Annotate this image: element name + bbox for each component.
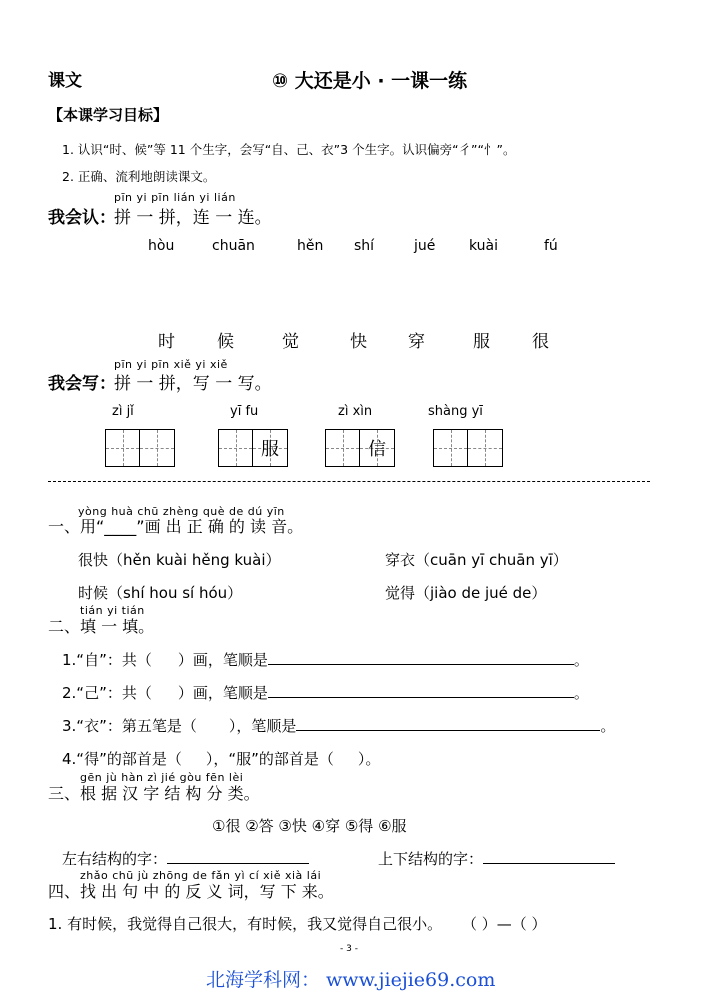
box-pinyin: zì jǐ bbox=[112, 404, 134, 419]
answer-blank[interactable] bbox=[483, 849, 615, 864]
q1-title: 一、用“____”画 出 正 确 的 读 音。 bbox=[48, 517, 304, 536]
pinyin-annotation: zhǎo chū jù zhōng de fǎn yì cí xiě xià lái bbox=[80, 869, 322, 882]
left-right-row bbox=[62, 848, 309, 869]
answer-blank[interactable] bbox=[152, 684, 178, 698]
q2-title: 二、填 一 填。 bbox=[48, 617, 155, 636]
box-pinyin: yī fu bbox=[230, 404, 259, 419]
answer-blank[interactable] bbox=[268, 650, 574, 665]
answer-blank[interactable] bbox=[296, 716, 600, 731]
fill-text: 。 bbox=[573, 651, 589, 669]
answer-blank[interactable] bbox=[167, 849, 309, 864]
write-text: 拼 一 拼，写 一 写。 bbox=[114, 374, 272, 394]
recognize-text: 拼 一 拼，连 一 连。 bbox=[114, 208, 272, 228]
q3-title: 三、根 据 汉 字 结 构 分 类。 bbox=[48, 784, 260, 803]
pinyin-item: hěn bbox=[297, 238, 324, 254]
answer-blank[interactable] bbox=[152, 651, 178, 665]
pinyin-annotation: pīn yi pīn xiě yi xiě bbox=[114, 358, 228, 371]
char-choices: ①很 ②答 ③快 ④穿 ⑤得 ⑥服 bbox=[212, 817, 407, 835]
answer-blank[interactable] bbox=[334, 750, 358, 764]
goal-item: 1. 认识“时、候”等 11 个生字，会写“自、己、衣”3 个生字。认识偏旁“彳”“忄”。 bbox=[62, 142, 516, 157]
pinyin-item: kuài bbox=[469, 238, 499, 254]
answer-blank[interactable] bbox=[268, 683, 574, 698]
char-item: 觉 bbox=[282, 332, 299, 352]
char-item: 很 bbox=[532, 332, 549, 352]
fill-text: 2.“己”：共（ bbox=[62, 684, 152, 702]
pinyin-item: shí bbox=[354, 238, 375, 254]
q4-sentence: 1. 有时候，我觉得自己很大，有时候，我又觉得自己很小。 bbox=[48, 915, 443, 933]
fill-text: ），笔顺是 bbox=[228, 717, 297, 735]
writing-grid[interactable] bbox=[218, 429, 288, 467]
fill-line-2 bbox=[62, 682, 589, 703]
fill-text: 。 bbox=[600, 717, 616, 735]
fill-text: ）画，笔顺是 bbox=[177, 684, 268, 702]
choice-item[interactable]: 时候（shí hou sí hóu） bbox=[78, 584, 243, 602]
pinyin-annotation: yòng huà chū zhèng què de dú yīn bbox=[78, 505, 285, 518]
fill-text: 。 bbox=[573, 684, 589, 702]
choice-item[interactable]: 很快（hěn kuài hěng kuài） bbox=[78, 551, 281, 569]
fill-text: ）。 bbox=[357, 750, 381, 768]
category-label: 左右结构的字： bbox=[62, 850, 168, 868]
fill-text: 3.“衣”：第五笔是（ bbox=[62, 717, 197, 735]
char-item: 候 bbox=[217, 332, 234, 352]
fill-text: 1.“自”：共（ bbox=[62, 651, 152, 669]
char-item: 时 bbox=[158, 332, 175, 352]
fill-line-3 bbox=[62, 715, 615, 736]
pinyin-annotation: gēn jù hàn zì jié gòu fēn lèi bbox=[80, 771, 244, 784]
grid-char: 信 bbox=[368, 439, 386, 460]
grid-char: 服 bbox=[261, 439, 279, 460]
choice-item[interactable]: 觉得（jiào de jué de） bbox=[385, 584, 547, 602]
writing-grid[interactable] bbox=[105, 429, 175, 467]
write-label: 我会写： bbox=[48, 374, 116, 394]
writing-grid[interactable] bbox=[325, 429, 395, 467]
box-pinyin: zì xìn bbox=[338, 404, 373, 419]
choice-item[interactable]: 穿衣（cuān yī chuān yī） bbox=[385, 551, 568, 569]
fill-text: 4.“得”的部首是（ bbox=[62, 750, 182, 768]
pinyin-item: chuān bbox=[212, 238, 255, 254]
goal-item: 2. 正确、流利地朗读课文。 bbox=[62, 169, 216, 184]
fill-text: ），“服”的部首是（ bbox=[205, 750, 334, 768]
recognize-label: 我会认： bbox=[48, 208, 116, 228]
category-label: 上下结构的字： bbox=[378, 850, 484, 868]
fill-text: ）画，笔顺是 bbox=[177, 651, 268, 669]
pinyin-annotation: pīn yi pīn lián yi lián bbox=[114, 191, 236, 204]
section-divider bbox=[48, 481, 650, 482]
box-pinyin: shàng yī bbox=[428, 404, 483, 419]
char-item: 快 bbox=[350, 332, 367, 352]
answer-pair[interactable]: （ ）—（ ） bbox=[462, 915, 547, 933]
q4-title: 四、找 出 句 中 的 反 义 词，写 下 来。 bbox=[48, 882, 334, 901]
char-item: 服 bbox=[473, 332, 490, 352]
fill-line-1 bbox=[62, 649, 589, 670]
pinyin-item: hòu bbox=[148, 238, 175, 254]
writing-grid[interactable] bbox=[433, 429, 503, 467]
answer-blank[interactable] bbox=[182, 750, 206, 764]
site-watermark[interactable]: 北海学科网： www.jiejie69.com bbox=[206, 969, 496, 991]
section-label: 课文 bbox=[48, 71, 82, 91]
pinyin-item: jué bbox=[414, 238, 436, 254]
char-item: 穿 bbox=[408, 332, 425, 352]
top-bottom-row bbox=[378, 848, 615, 869]
pinyin-annotation: tián yi tián bbox=[80, 604, 145, 617]
pinyin-item: fú bbox=[544, 238, 558, 254]
goals-heading: 【本课学习目标】 bbox=[48, 106, 169, 124]
fill-line-4 bbox=[62, 748, 380, 769]
page-number: - 3 - bbox=[340, 944, 358, 954]
page-title: ⑩ 大还是小 · 一课一练 bbox=[272, 70, 468, 92]
answer-blank[interactable] bbox=[197, 717, 229, 731]
